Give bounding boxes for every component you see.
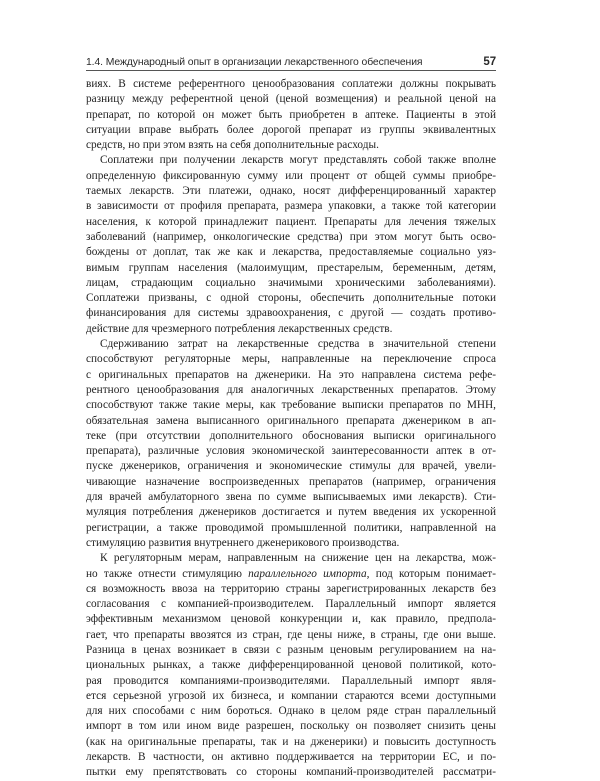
text-line: пуске дженериков, ограничения и экономические стимулы для врачей, увели-: [86, 460, 496, 473]
text-line: определенную фиксированную сумму или процент от общей суммы приобре-: [86, 169, 496, 182]
paragraph: [86, 337, 496, 551]
text-line: согласования с компанией-производителем. Параллельный импорт является: [86, 598, 496, 611]
text-line: ситуации вправе выбрать более дорогой препарат из группы эквивалентных: [86, 123, 496, 136]
text-line: разницу между референтной ценой (ценой возмещения) и реальной ценой на: [86, 93, 496, 106]
text-line: эффективным механизмом ценовой конкуренции и, как правило, предпола-: [86, 613, 496, 626]
text-line: пытки ему препятствовать со стороны компаний-производителей рассматри-: [86, 766, 496, 779]
text-line: виях. В системе референтного ценообразования соплатежи должны покрывать: [86, 78, 496, 90]
text-line: регистрации, а также проводимой промышленной политики, направленной на: [86, 521, 496, 534]
text-line: бождены от доплат, так же как и лекарства, предоставляемые социально уяз-: [86, 246, 496, 259]
text-line: ется серьезной угрозой их бизнеса, и компании стараются всеми доступными: [86, 689, 496, 702]
text-line: вимым группам населения (малоимущим, престарелым, беременным, детям,: [86, 261, 496, 274]
text-line: Соплатежи при получении лекарств могут представлять собой также вполне: [100, 154, 496, 167]
text-line: с оригинальных препаратов на дженерики. На это направлена система рефе-: [86, 368, 496, 381]
body-text: [86, 77, 496, 781]
text-line: муляция потребления дженериков достигается и путем введения их ускоренной: [86, 506, 496, 519]
text-line: гает, что препараты ввозятся из стран, где цены ниже, в страны, где они выше.: [86, 628, 496, 641]
text-line: рентного ценообразования для аналогичных лекарственных препаратов. Этому: [86, 383, 496, 396]
page-number: 57: [483, 56, 496, 68]
text-line: циональных рынках, а также дифференцированной ценовой политикой, кото-: [86, 659, 496, 672]
text-line: Сдерживанию затрат на лекарственные средства в значительной степени: [100, 338, 496, 351]
text-line: стимуляцию развития внутреннего дженерикового производства.: [86, 536, 400, 549]
text-line: рая проводится компаниями-производителями. Параллельный импорт явля-: [86, 674, 496, 687]
text-line: (как на оригинальные препараты, так и на дженерики) и повысить доступность: [86, 735, 496, 748]
text-line: К регуляторным мерам, направленным на снижение цен на лекарства, мож-: [100, 552, 496, 565]
text-line: средств, но при этом взять на себя дополнительные расходы.: [86, 139, 379, 152]
text-line: способствуют также такие меры, как требование выписки препаратов по МНН,: [86, 399, 496, 412]
running-header: [86, 56, 496, 68]
chapter-title: 1.4. Международный опыт в организации лекарственного обеспечения: [86, 57, 423, 68]
paragraph: [86, 551, 496, 780]
text-line: импорт в том или ином виде разрешен, поскольку он позволяет снизить цены: [86, 720, 496, 733]
text-line: населения, к которой принадлежит пациент. Препараты для лечения тяжелых: [86, 215, 496, 228]
text-line: в зависимости от профиля препарата, размера упаковки, а также той категории: [86, 200, 496, 213]
text-line: финансирования для системы здравоохранения, с другой — создать противо-: [86, 307, 496, 320]
text-line: Соплатежи призваны, с одной стороны, обеспечить дополнительные потоки: [86, 292, 496, 305]
text-line: ся возможность ввоза на территорию страны зарегистрированных лекарств без: [86, 582, 496, 595]
text-line: обязательная замена выписанного оригинального препарата дженериком в ап-: [86, 414, 496, 427]
text-line: таемых лекарств. Эти платежи, однако, носят дифференцированный характер: [86, 185, 496, 198]
text-line: Разница в ценах возникает в связи с разным ценовым регулированием на на-: [86, 643, 496, 656]
paragraph: [86, 153, 496, 337]
text-line: для них способами с ним бороться. Однако в целом ряде стран параллельный: [86, 705, 496, 718]
text-line: действие для чрезмерного потребления лекарственных средств.: [86, 322, 393, 335]
paragraph: [86, 77, 496, 153]
text-line: способствуют регуляторные меры, направленные на переключение спроса: [86, 353, 496, 366]
text-line: лицам, страдающим социально значимыми хроническими заболеваниями).: [86, 276, 496, 289]
text-line: теке (при отсутствии дополнительного обоснования выписки оригинального: [86, 429, 496, 442]
text-line: препарат, по которой он может быть приобретен в аптеке. Пациенты в этой: [86, 108, 496, 121]
italic-term: параллельного импорта,: [248, 567, 370, 580]
text-line: препарата), различные условия экономической заинтересованности аптек в от-: [86, 445, 496, 458]
text-line: для врачей амбулаторного звена по сумме выписываемых ими лекарств). Сти-: [86, 491, 496, 504]
text-line: заболеваний (например, онкологические средства) при этом могут быть осво-: [86, 230, 496, 243]
text-line: лекарств. В частности, он активно поддерживается на территории ЕС, и по-: [86, 751, 496, 764]
header-divider: [86, 70, 496, 71]
text-line: чивающие назначение воспроизведенных препаратов (например, ограничения: [86, 475, 496, 488]
text-line: но также отнести стимуляцию параллельного импорта, под которым понимает-: [86, 567, 496, 580]
